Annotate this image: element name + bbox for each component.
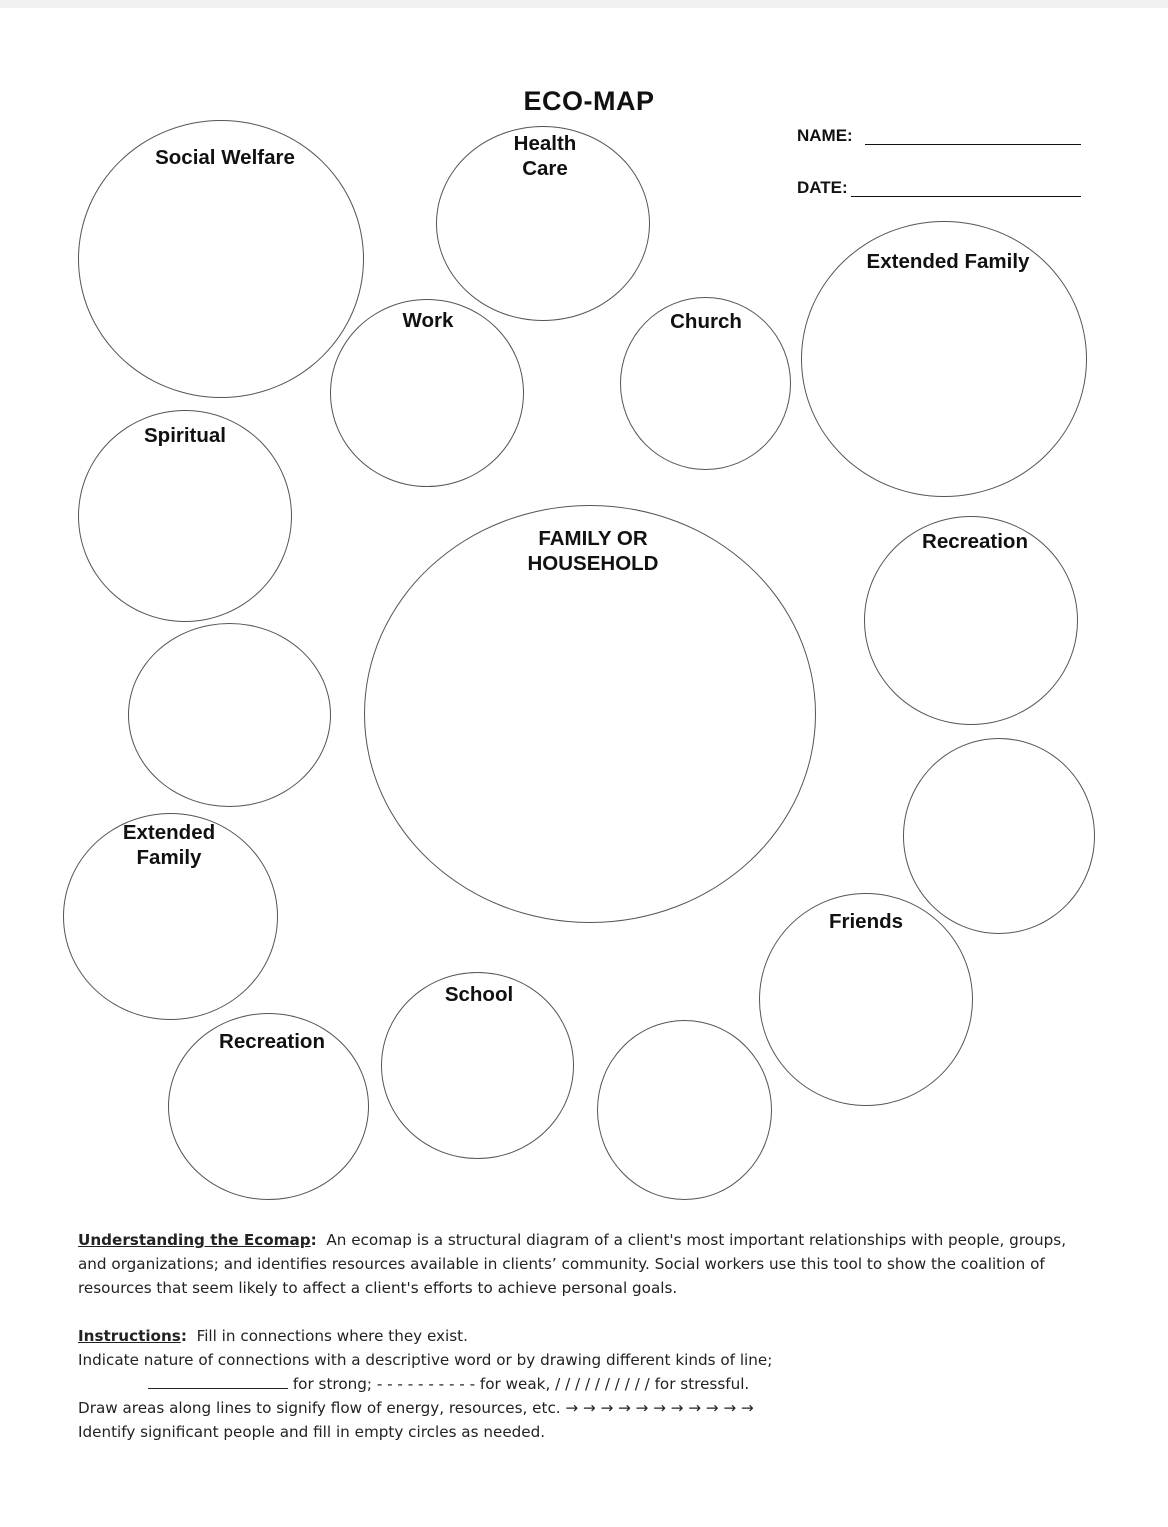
date-label: DATE:: [797, 178, 848, 197]
label-health-care: Health Care: [513, 132, 577, 180]
instructions-line-1: Fill in connections where they exist.: [196, 1327, 468, 1345]
strong-weak-stressful-text: for strong; - - - - - - - - - - for weak, / / / / / / / / / / for stressful.: [292, 1375, 750, 1393]
understanding-text: An ecomap is a structural diagram of a client's most important relationships with people, groups, and organizations; and identifies resources available in clients’ community. Social workers use this tool to show the coalition of resources that seem likely to affect a client's efforts to achieve personal goals.: [78, 1231, 1067, 1297]
page-title: ECO-MAP: [523, 86, 655, 116]
notes-section: [78, 1228, 1088, 1444]
label-extended-family-top: Extended Family: [866, 250, 1030, 273]
circle-empty-left[interactable]: [128, 623, 331, 807]
label-friends: Friends: [828, 910, 904, 933]
label-recreation-right: Recreation: [922, 530, 1028, 553]
label-recreation-bottom: Recreation: [219, 1030, 325, 1053]
circle-empty-bottom[interactable]: [597, 1020, 772, 1200]
label-work: Work: [402, 309, 454, 332]
top-band: [0, 0, 1168, 8]
label-school: School: [444, 983, 514, 1006]
instructions-line-5: Identify significant people and fill in empty circles as needed.: [78, 1423, 546, 1441]
name-label: NAME:: [797, 126, 853, 145]
instructions-line-2: Indicate nature of connections with a descriptive word or by drawing different kinds of line;: [78, 1351, 773, 1369]
understanding-heading: Understanding the Ecomap: [78, 1231, 311, 1249]
understanding-paragraph: Understanding the Ecomap: An ecomap is a structural diagram of a client's most important relationships with people, groups, and organizations; and identifies resources available in clients’ community. Social workers use this tool to show the coalition of resources that seem likely to affect a client's efforts to achieve personal goals.: [78, 1231, 1067, 1297]
label-family-household: FAMILY OR HOUSEHOLD: [527, 527, 659, 575]
instructions-line-3: [78, 1372, 1088, 1396]
label-social-welfare: Social Welfare: [155, 146, 295, 169]
label-spiritual: Spiritual: [143, 424, 227, 447]
name-field[interactable]: [865, 144, 1081, 145]
circle-empty-right[interactable]: [903, 738, 1095, 934]
label-church: Church: [670, 310, 742, 333]
instructions-paragraph: Instructions: Fill in connections where they exist.: [78, 1327, 468, 1345]
instructions-heading: Instructions: [78, 1327, 181, 1345]
date-field[interactable]: [851, 196, 1081, 197]
instructions-line-4: Draw areas along lines to signify flow of energy, resources, etc. → → → → → → → → → → →: [78, 1399, 754, 1417]
label-extended-family-left: Extended Family: [122, 821, 216, 869]
strong-line-sample: [148, 1374, 288, 1389]
